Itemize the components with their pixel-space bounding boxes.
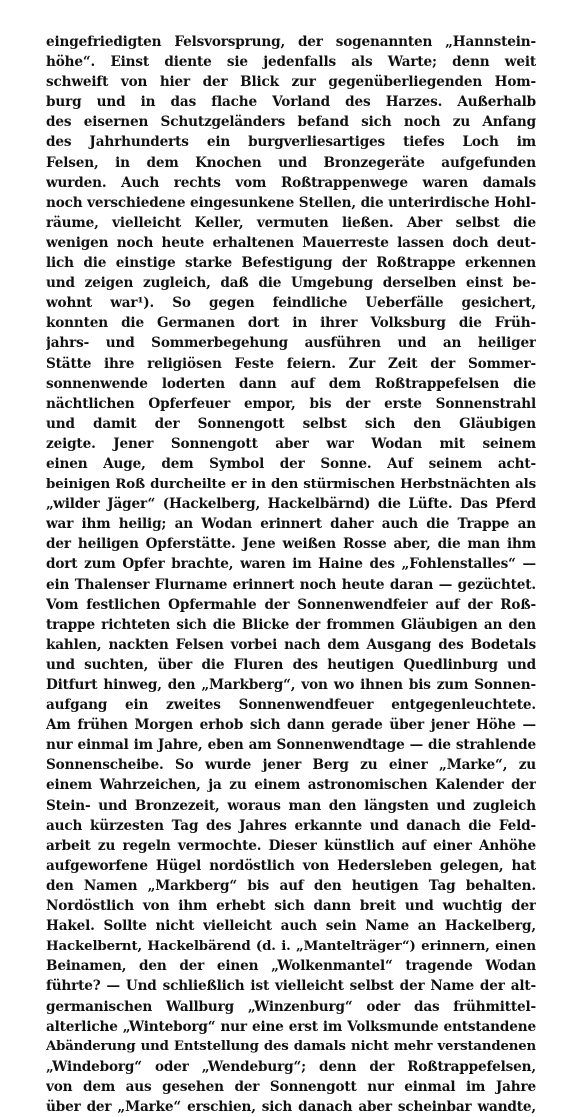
text-line-48: führte? — Und schließlich ist vielleicht selbst der Name der alt-	[46, 978, 536, 995]
text-line-12: lich die einstige starke Befestigung der Roßtrappe erkennen	[46, 255, 536, 272]
text-line-28: ein Thalenser Flurname erinnert noch heute daran — gezüchtet.	[46, 576, 536, 593]
text-line-14: wohnt war¹). So gegen feindliche Ueberfälle gesichert,	[46, 295, 536, 312]
text-line-37: Sonnenscheibe. So wurde jener Berg zu einer „Marke“, zu	[46, 757, 536, 774]
text-line-16: jahrs- und Sommerbegehung ausführen und an heiliger	[46, 335, 536, 352]
text-line-6: des Jahrhunderts ein burgverliesartiges tiefes Loch im	[46, 134, 536, 151]
text-line-54: über der „Marke“ erschien, sich danach aber scheinbar wandte,	[46, 1098, 536, 1115]
text-line-42: aufgeworfene Hügel nordöstlich von Hedersleben gelegen, hat	[46, 857, 536, 874]
text-line-21: zeigte. Jener Sonnengott aber war Wodan mit seinem	[46, 435, 536, 452]
text-line-24: „wilder Jäger“ (Hackelberg, Hackelbärnd) die Lüfte. Das Pferd	[46, 496, 536, 513]
text-line-7: Felsen, in dem Knochen und Bronzegeräte aufgefunden	[46, 154, 536, 171]
text-line-29: Vom festlichen Opfermahle der Sonnenwendfeier auf der Roß-	[46, 596, 536, 613]
text-line-20: und damit der Sonnengott selbst sich den Gläubigen	[46, 415, 536, 432]
text-line-45: Hakel. Sollte nicht vielleicht auch sein Name an Hackelberg,	[46, 918, 536, 935]
text-line-41: arbeit zu regeln vermochte. Dieser künstlich auf einer Anhöhe	[46, 837, 536, 854]
text-line-22: einen Auge, dem Symbol der Sonne. Auf seinem acht-	[46, 455, 536, 472]
text-line-26: der heiligen Opferstätte. Jene weißen Rosse aber, die man ihm	[46, 536, 536, 553]
text-line-9: noch verschiedene eingesunkene Stellen, die unterirdische Hohl-	[46, 194, 536, 211]
text-line-31: kahlen, nackten Felsen vorbei nach dem Ausgang des Bodetals	[46, 636, 536, 653]
text-line-3: schweift von hier der Blick zur gegenüberliegenden Hom-	[46, 74, 536, 91]
text-line-5: des eisernen Schutzgeländers befand sich noch zu Anfang	[46, 114, 536, 131]
text-line-2: höhe“. Einst diente sie jedenfalls als Warte; denn weit	[46, 54, 536, 71]
text-line-44: Nordöstlich von ihm erhebt sich dann breit und wuchtig der	[46, 898, 536, 915]
text-line-1: eingefriedigten Felsvorsprung, der sogenannten „Hannstein-	[46, 34, 536, 50]
text-line-34: aufgang ein zweites Sonnenwendfeuer entgegenleuchtete.	[46, 697, 536, 714]
text-line-4: burg und in das flache Vorland des Harzes. Außerhalb	[46, 94, 536, 111]
text-line-15: konnten die Germanen dort in ihrer Volksburg die Früh-	[46, 315, 536, 332]
text-line-30: trappe richteten sich die Blicke der frommen Gläubigen an den	[46, 616, 536, 633]
text-line-32: und suchten, über die Fluren des heutigen Quedlinburg und	[46, 656, 536, 673]
text-line-51: Abänderung und Entstellung des damals nicht mehr verstandenen	[46, 1038, 536, 1054]
text-line-10: räume, vielleicht Keller, vermuten ließen. Aber selbst die	[46, 214, 536, 231]
text-line-18: sonnenwende loderten dann auf dem Roßtrappefelsen die	[46, 375, 536, 392]
text-line-33: Ditfurt hinweg, den „Markberg“, von wo ihnen bis zum Sonnen-	[46, 677, 536, 693]
text-line-39: Stein- und Bronzezeit, woraus man den längsten und zugleich	[46, 797, 536, 814]
text-line-19: nächtlichen Opferfeuer empor, bis der erste Sonnenstrahl	[46, 395, 536, 412]
text-line-47: Beinamen, den der einen „Wolkenmantel“ tragende Wodan	[46, 958, 536, 975]
text-line-17: Stätte ihre religiösen Feste feiern. Zur Zeit der Sommer-	[46, 355, 536, 372]
text-line-40: auch kürzesten Tag des Jahres erkannte und danach die Feld-	[46, 817, 536, 834]
text-line-43: den Namen „Markberg“ bis auf den heutigen Tag behalten.	[46, 877, 536, 894]
text-line-38: einem Wahrzeichen, ja zu einem astronomischen Kalender der	[46, 777, 536, 794]
text-line-53: von dem aus gesehen der Sonnengott nur einmal im Jahre	[46, 1078, 536, 1095]
text-line-36: nur einmal im Jahre, eben am Sonnenwendtage — die strahlende	[46, 737, 536, 754]
body-text	[46, 32, 536, 1117]
text-line-13: und zeigen zugleich, daß die Umgebung derselben einst be-	[46, 275, 536, 292]
text-line-49: germanischen Wallburg „Winzenburg“ oder das frühmittel-	[46, 998, 536, 1015]
text-line-25: war ihm heilig; an Wodan erinnert daher auch die Trappe an	[46, 516, 536, 533]
text-line-35: Am frühen Morgen erhob sich dann gerade über jener Höhe —	[46, 717, 536, 734]
text-line-52: „Windeborg“ oder „Wendeburg“; denn der Roßtrappefelsen,	[46, 1058, 536, 1075]
text-line-27: dort zum Opfer brachte, waren im Haine des „Fohlenstalles“ —	[46, 556, 536, 573]
text-line-11: wenigen noch heute erhaltenen Mauerreste lassen doch deut-	[46, 234, 536, 251]
text-line-23: beinigen Roß durcheilte er in den stürmischen Herbstnächten als	[46, 476, 536, 493]
text-line-8: wurden. Auch rechts vom Roßtrappenwege waren damals	[46, 174, 536, 191]
text-line-50: alterliche „Winteborg“ nur eine erst im Volksmunde entstandene	[46, 1018, 536, 1035]
text-line-46: Hackelbernt, Hackelbärend (d. i. „Mantelträger“) erinnern, einen	[46, 938, 536, 955]
